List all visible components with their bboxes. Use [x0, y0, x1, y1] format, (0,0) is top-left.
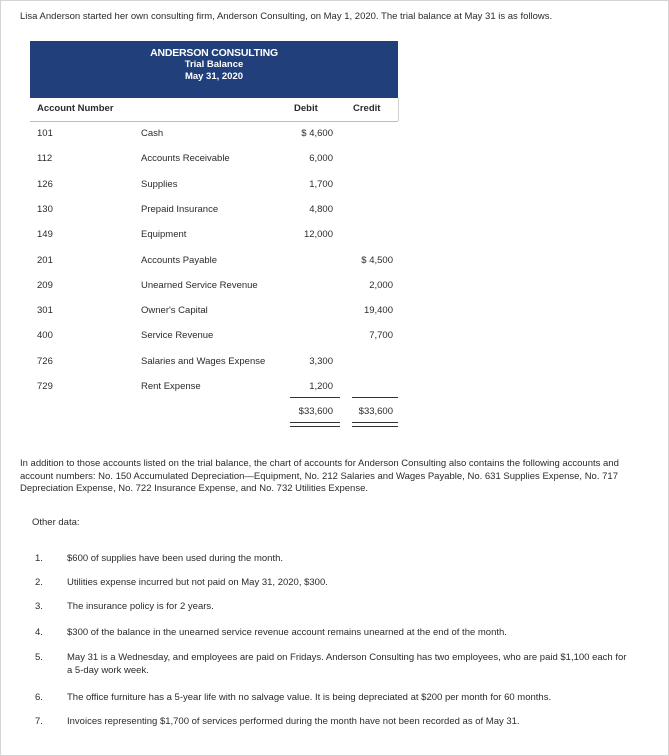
account-number: 209	[37, 279, 53, 291]
header-rule	[30, 121, 398, 122]
other-data-label: Other data:	[32, 517, 80, 528]
list-item-number: 2.	[35, 577, 43, 588]
account-number: 112	[37, 153, 53, 165]
list-item-text: Utilities expense incurred but not paid on May 31, 2020, $300.	[67, 577, 328, 588]
table-row	[0, 303, 669, 319]
chart-of-accounts-note: In addition to those accounts listed on the trial balance, the chart of accounts for Anderson Consulting also contains the following accounts and account numbers: No. 150 Accumulated Depreciation—Equipment, No. 212 Salaries and Wages Payable, No. 631 Supplies Expense, No. 717 Depreciation Expense, No. 722 Insurance Expense, and No. 732 Utilities Expense.	[20, 458, 619, 494]
debit-amount: 1,700	[309, 178, 333, 190]
account-name: Rent Expense	[141, 381, 201, 392]
list-item-number: 1.	[35, 553, 43, 564]
list-item-number: 7.	[35, 716, 43, 727]
credit-total: $33,600	[358, 406, 393, 417]
table-row	[0, 202, 669, 218]
account-number-header: Account Number	[37, 103, 114, 114]
debit-total: $33,600	[298, 406, 333, 417]
account-number: 201	[37, 254, 53, 266]
account-name: Cash	[141, 128, 164, 139]
table-row	[0, 177, 669, 193]
trial-balance-header	[30, 41, 398, 98]
account-number: 149	[37, 229, 53, 241]
credit-header: Credit	[353, 103, 381, 114]
account-number: 301	[37, 305, 53, 317]
account-name: Supplies	[141, 178, 178, 190]
credit-total-rule	[352, 397, 398, 398]
credit-total-double-rule	[352, 422, 398, 427]
debit-amount: 3,300	[309, 355, 333, 367]
list-item-number: 3.	[35, 601, 43, 612]
account-number: 101	[37, 128, 53, 139]
table-row	[0, 328, 669, 344]
table-row	[0, 354, 669, 370]
credit-amount: 7,700	[369, 330, 393, 342]
list-item-text: The office furniture has a 5-year life with no salvage value. It is being depreciated at $200 per month for 60 months.	[67, 692, 552, 703]
account-number: 126	[37, 178, 53, 190]
account-name: Unearned Service Revenue	[141, 279, 258, 291]
account-name: Salaries and Wages Expense	[141, 355, 266, 367]
table-row	[0, 253, 669, 269]
debit-amount: 6,000	[309, 153, 333, 165]
list-item-number: 5.	[35, 652, 43, 663]
list-item-text: May 31 is a Wednesday, and employees are paid on Fridays. Anderson Consulting has two employees, who are paid $1,100 each for a 5-day work week.	[67, 652, 627, 676]
account-number: 726	[37, 355, 53, 367]
account-name: Accounts Payable	[141, 254, 218, 266]
list-item-text: $300 of the balance in the unearned service revenue account remains unearned at the end of the month.	[67, 627, 507, 638]
debit-total-double-rule	[290, 422, 340, 427]
company-name: ANDERSON CONSULTING	[150, 47, 278, 59]
debit-amount: 4,800	[309, 203, 333, 215]
account-number: 400	[37, 330, 53, 342]
debit-amount: 1,200	[309, 381, 333, 392]
table-row	[0, 278, 669, 294]
list-item-number: 4.	[35, 627, 43, 638]
statement-title: Trial Balance	[184, 59, 244, 70]
credit-amount: $ 4,500	[361, 254, 393, 266]
debit-amount: $ 4,600	[301, 128, 333, 139]
table-row	[0, 227, 669, 243]
header-divider	[398, 98, 399, 121]
account-name: Owner's Capital	[141, 305, 208, 317]
account-name: Accounts Receivable	[141, 153, 230, 165]
debit-amount: 12,000	[303, 229, 333, 241]
list-item-number: 6.	[35, 692, 43, 703]
account-name: Service Revenue	[141, 330, 214, 342]
list-item-text: Invoices representing $1,700 of services performed during the month have not been recorded as of May 31.	[67, 716, 520, 727]
list-item-text: $600 of supplies have been used during the month.	[67, 553, 284, 564]
table-row	[0, 126, 669, 142]
list-item-text: The insurance policy is for 2 years.	[67, 601, 214, 612]
debit-total-rule	[290, 397, 340, 398]
credit-amount: 2,000	[369, 279, 393, 291]
table-row	[0, 379, 669, 395]
credit-amount: 19,400	[363, 305, 393, 317]
account-name: Prepaid Insurance	[141, 203, 219, 215]
debit-header: Debit	[294, 103, 318, 114]
account-number: 729	[37, 381, 53, 392]
account-number: 130	[37, 203, 53, 215]
intro-text: Lisa Anderson started her own consulting firm, Anderson Consulting, on May 1, 2020. The trial balance at May 31 is as follows.	[20, 11, 553, 22]
table-row	[0, 151, 669, 167]
totals-row	[0, 404, 669, 420]
statement-date: May 31, 2020	[184, 71, 244, 82]
account-name: Equipment	[141, 229, 187, 241]
